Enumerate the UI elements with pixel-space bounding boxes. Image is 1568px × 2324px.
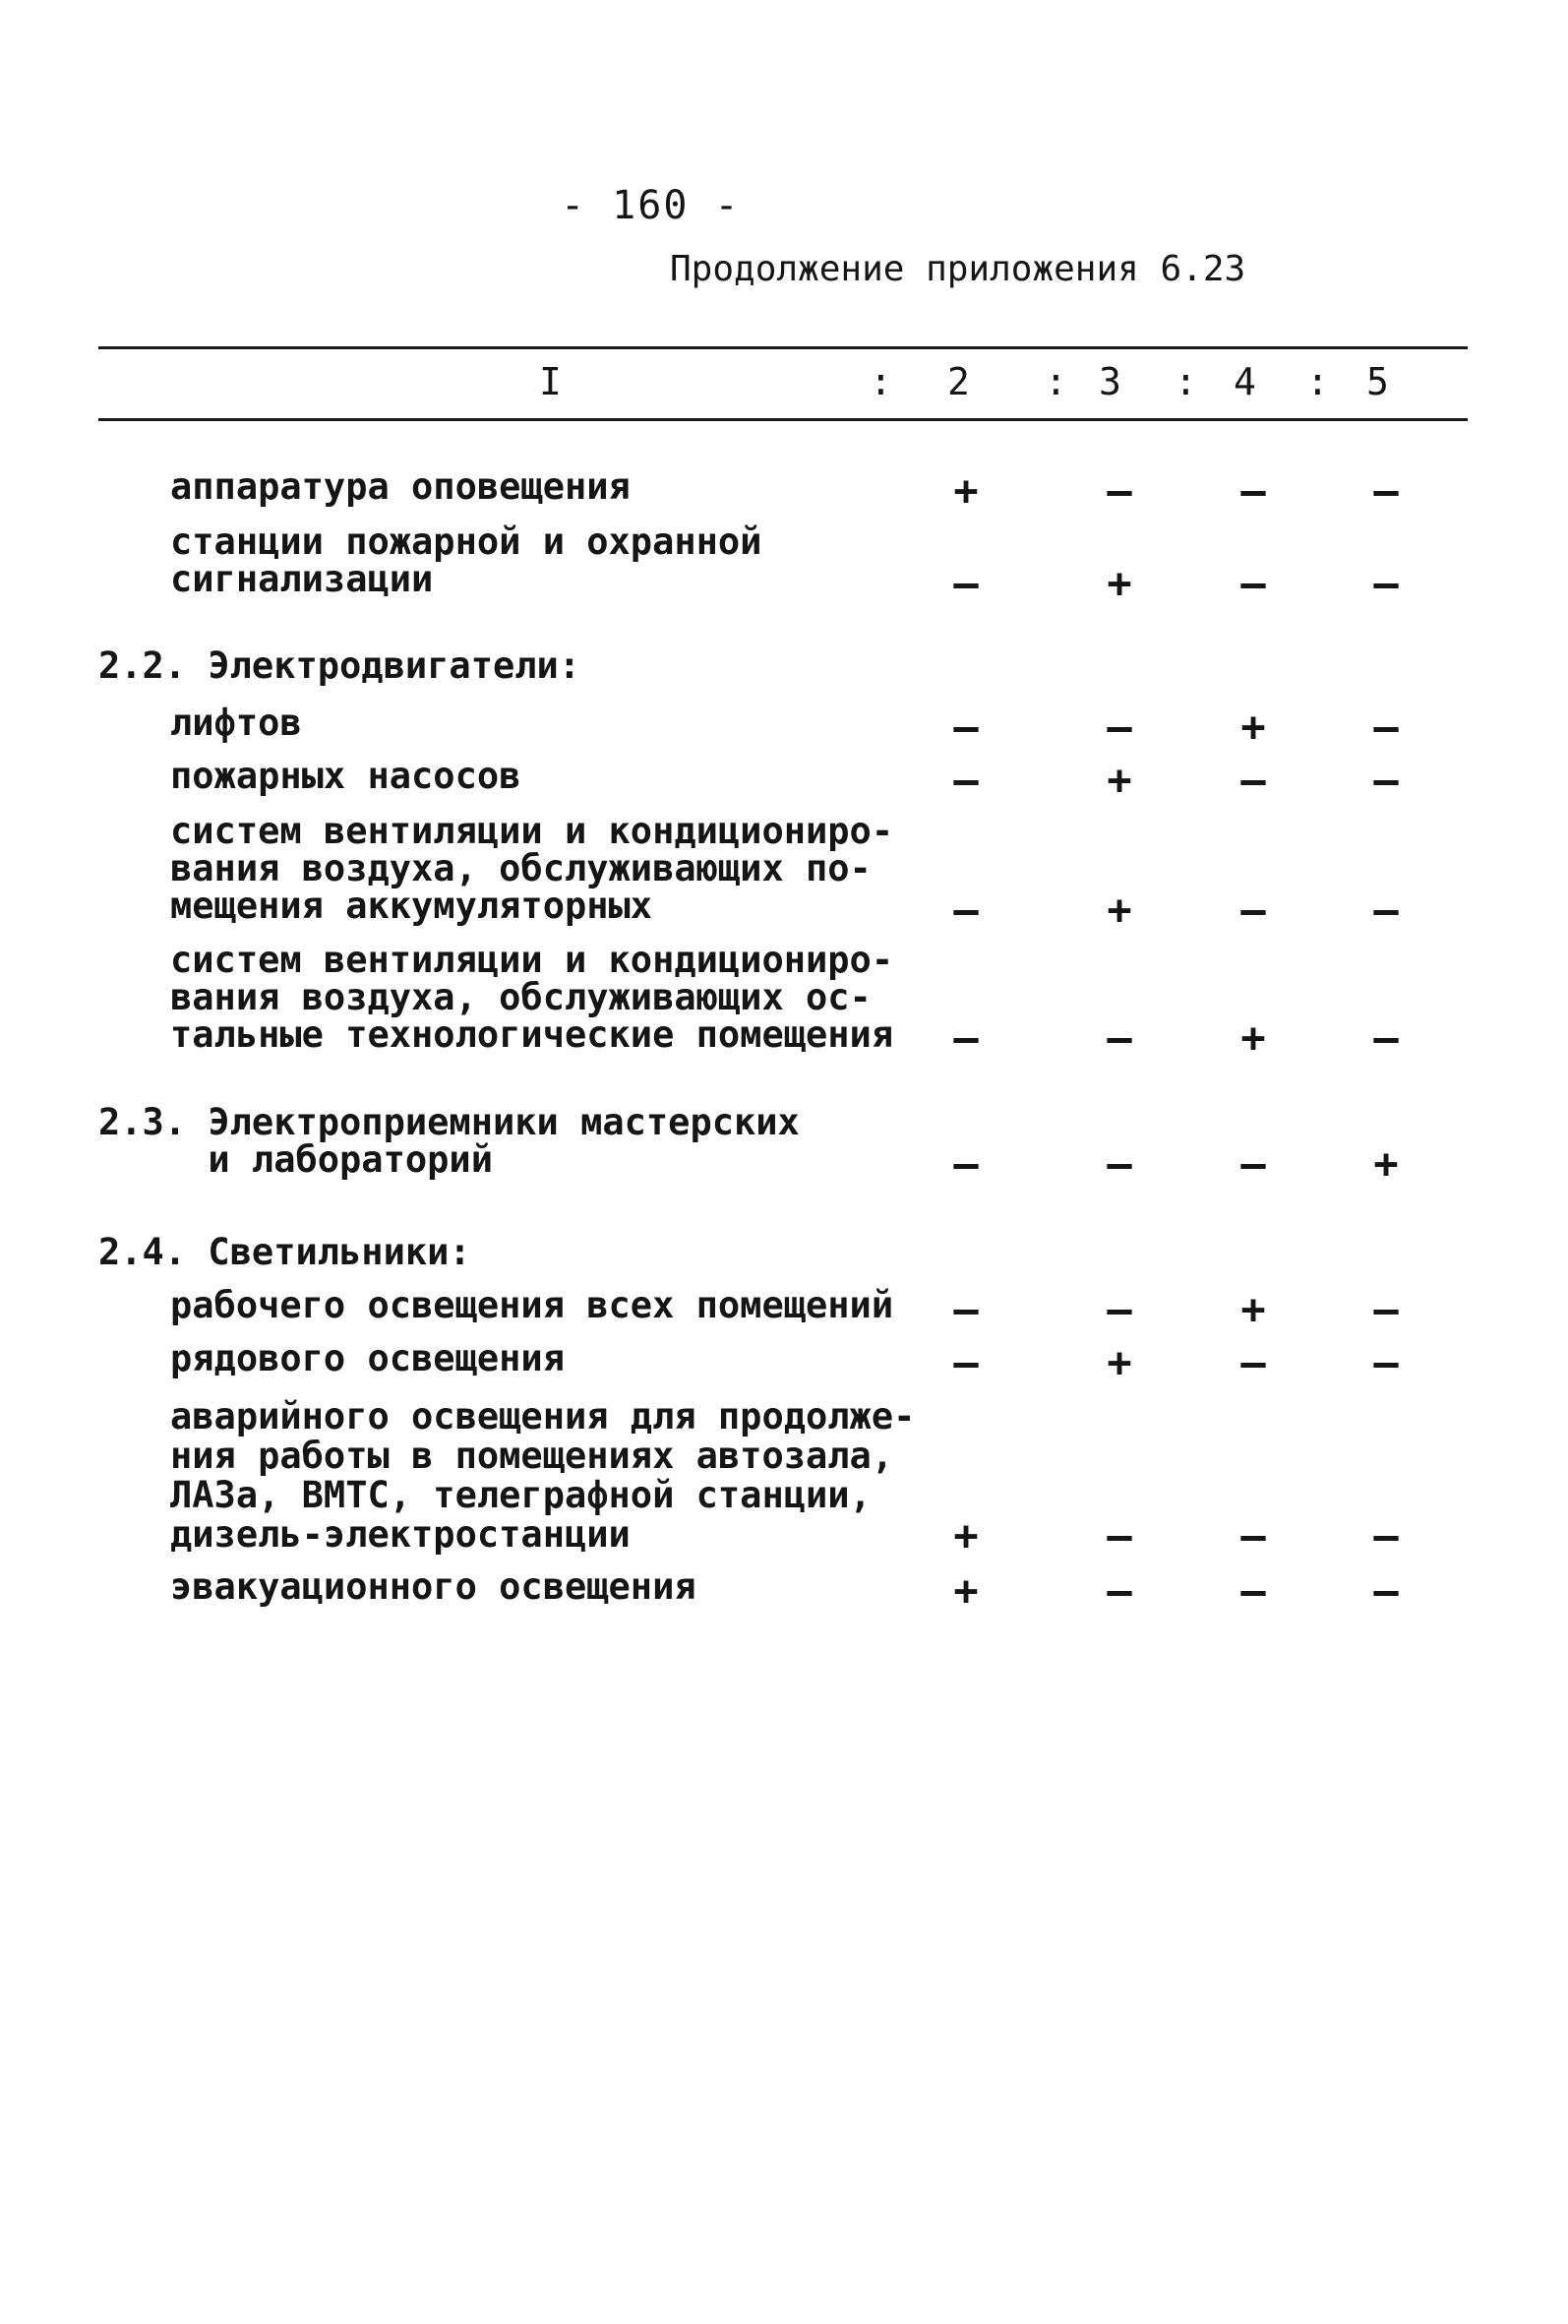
- mark-col3: –: [1107, 703, 1132, 751]
- mark-col5: –: [1373, 756, 1399, 804]
- mark-col5: +: [1373, 1139, 1399, 1188]
- header-rule: [98, 418, 1468, 421]
- row-label: рядового освещения: [170, 1337, 565, 1379]
- row-label: аппаратура оповещения: [170, 465, 631, 508]
- mark-col2: –: [953, 1013, 979, 1062]
- mark-col5: –: [1373, 886, 1399, 934]
- mark-col2: –: [953, 756, 979, 804]
- section-heading: 2.3. Электроприемники мастерских и лабораторий: [98, 1101, 800, 1181]
- mark-col3: –: [1107, 466, 1132, 515]
- mark-col2: –: [953, 1338, 979, 1386]
- mark-col4: +: [1240, 1013, 1266, 1062]
- mark-col3: +: [1107, 756, 1132, 804]
- page-number: - 160 -: [561, 183, 741, 228]
- row-label: пожарных насосов: [170, 755, 521, 797]
- col-sep-4: :: [1306, 360, 1329, 403]
- mark-col4: –: [1240, 559, 1266, 607]
- mark-col5: –: [1373, 559, 1399, 607]
- mark-col2: +: [953, 1566, 979, 1615]
- mark-col2: +: [953, 1511, 979, 1560]
- col-header-5: 5: [1366, 360, 1389, 403]
- mark-col5: –: [1373, 1566, 1399, 1615]
- mark-col3: +: [1107, 886, 1132, 934]
- mark-col5: –: [1373, 703, 1399, 751]
- mark-col3: –: [1107, 1511, 1132, 1560]
- mark-col4: –: [1240, 1566, 1266, 1615]
- top-rule: [98, 346, 1468, 349]
- continuation-title: Продолжение приложения 6.23: [670, 249, 1246, 289]
- mark-col4: –: [1240, 886, 1266, 934]
- mark-col5: –: [1373, 1285, 1399, 1333]
- row-label: аварийного освещения для продолже- ния работы в помещениях автозала, ЛАЗа, ВМТС, телеграфной станции, дизель-электростанции: [170, 1395, 916, 1556]
- section-heading: 2.4. Светильники:: [98, 1231, 471, 1273]
- mark-col4: –: [1240, 1338, 1266, 1386]
- mark-col2: +: [953, 466, 979, 515]
- mark-col5: –: [1373, 1013, 1399, 1062]
- row-label: станции пожарной и охранной сигнализации: [170, 520, 762, 600]
- mark-col3: –: [1107, 1139, 1132, 1188]
- mark-col4: –: [1240, 756, 1266, 804]
- col-sep-2: :: [1045, 360, 1067, 403]
- col-header-2: 2: [947, 360, 970, 403]
- mark-col4: +: [1240, 703, 1266, 751]
- mark-col2: –: [953, 559, 979, 607]
- mark-col4: +: [1240, 1285, 1266, 1333]
- mark-col5: –: [1373, 1511, 1399, 1560]
- mark-col4: –: [1240, 466, 1266, 515]
- col-header-4: 4: [1234, 360, 1256, 403]
- mark-col3: –: [1107, 1285, 1132, 1333]
- mark-col3: +: [1107, 1338, 1132, 1386]
- mark-col2: –: [953, 1139, 979, 1188]
- mark-col2: –: [953, 1285, 979, 1333]
- col-sep-3: :: [1175, 360, 1197, 403]
- mark-col4: –: [1240, 1139, 1266, 1188]
- mark-col2: –: [953, 703, 979, 751]
- row-label: лифтов: [170, 702, 302, 744]
- mark-col3: –: [1107, 1566, 1132, 1615]
- row-label: эвакуационного освещения: [170, 1565, 696, 1608]
- mark-col3: +: [1107, 559, 1132, 607]
- row-label: систем вентиляции и кондициониро- вания воздуха, обслуживающих ос- тальные технологические помещения: [170, 939, 894, 1056]
- section-heading: 2.2. Электродвигатели:: [98, 644, 581, 687]
- row-label: рабочего освещения всех помещений: [170, 1284, 894, 1326]
- mark-col2: –: [953, 886, 979, 934]
- row-label: систем вентиляции и кондициониро- вания воздуха, обслуживающих по- мещения аккумуляторных: [170, 810, 894, 927]
- col-sep-1: :: [870, 360, 892, 403]
- col-header-1: I: [539, 360, 562, 403]
- col-header-3: 3: [1099, 360, 1121, 403]
- mark-col5: –: [1373, 466, 1399, 515]
- mark-col4: –: [1240, 1511, 1266, 1560]
- mark-col5: –: [1373, 1338, 1399, 1386]
- mark-col3: –: [1107, 1013, 1132, 1062]
